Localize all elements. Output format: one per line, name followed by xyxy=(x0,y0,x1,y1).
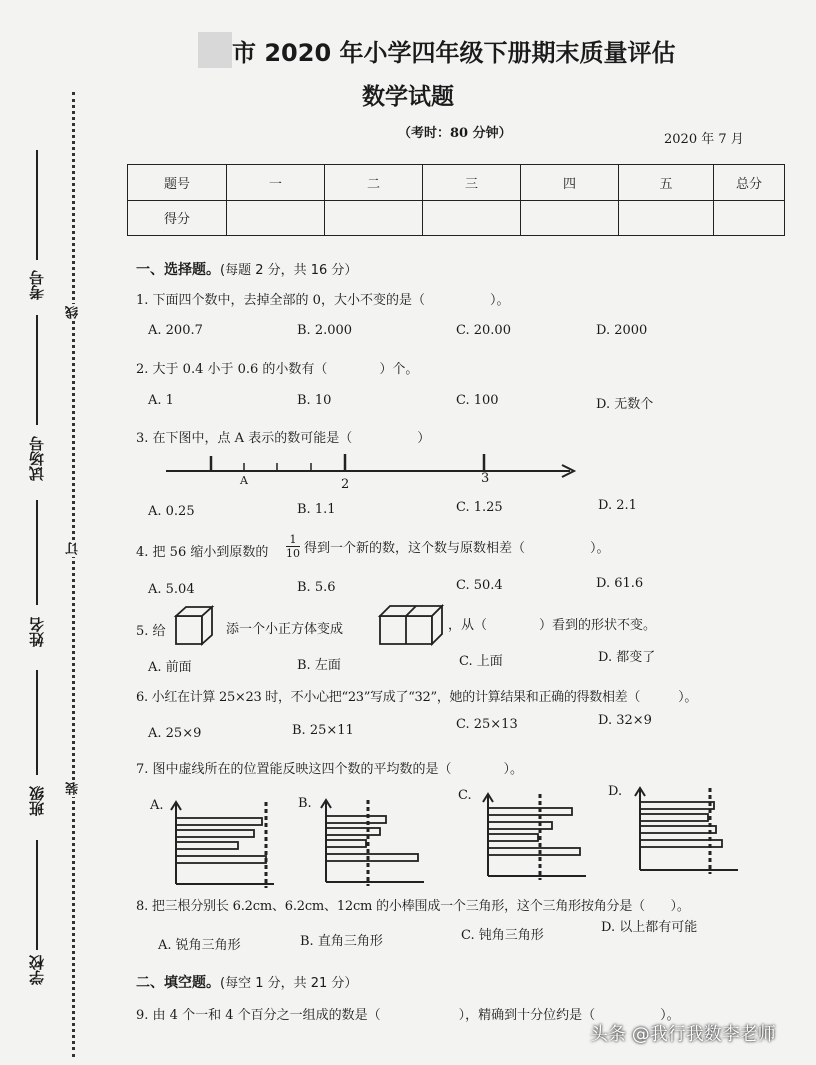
binding-strip xyxy=(0,0,120,1065)
section-1-heading xyxy=(136,259,357,279)
side-underline-exam-no xyxy=(36,150,38,260)
question-6: 6. 小红在计算 25×23 时，不小心把“23”写成了“32”，她的计算结果和正确的得数相差（ ）。 xyxy=(136,690,698,705)
q7-label-c[interactable]: C. xyxy=(458,788,472,803)
side-label-school: 学校 xyxy=(28,955,46,985)
cut-label-line: 线 xyxy=(66,306,81,319)
q7-label-d[interactable]: D. xyxy=(608,784,623,799)
question-9: 9. 由 4 个一和 4 个百分之一组成的数是（ ），精确到十分位约是（ ）。 xyxy=(136,1008,680,1023)
number-line xyxy=(166,450,578,490)
question-5-end: ，从（ ）看到的形状不变。 xyxy=(448,618,657,633)
watermark: 头条 @我行我数李老师 xyxy=(590,1024,776,1045)
table-cell: 题号 xyxy=(128,165,227,201)
table-cell: 五 xyxy=(619,165,714,201)
q3-option-d[interactable]: D. 2.1 xyxy=(598,498,637,513)
table-row xyxy=(128,165,785,201)
table-cell: 得分 xyxy=(128,200,227,236)
table-cell: 二 xyxy=(325,165,423,201)
q4-fraction-denominator: 10 xyxy=(286,547,300,560)
q7-chart-d xyxy=(634,786,744,876)
page-subtitle: 数学试题 xyxy=(362,84,454,110)
score-cell[interactable] xyxy=(423,200,521,236)
score-cell[interactable] xyxy=(227,200,325,236)
q1-option-c[interactable]: C. 20.00 xyxy=(456,323,511,338)
question-4-start: 4. 把 56 缩小到原数的 xyxy=(136,545,269,560)
table-cell: 四 xyxy=(521,165,619,201)
number-line-label-3: 3 xyxy=(481,471,490,486)
side-label-class: 班级 xyxy=(28,786,46,816)
q1-option-a[interactable]: A. 200.7 xyxy=(148,323,203,338)
two-cube-figure xyxy=(376,602,442,648)
cut-dotted-line xyxy=(72,92,75,1057)
q3-option-a[interactable]: A. 0.25 xyxy=(148,504,195,519)
side-underline-room-no xyxy=(36,315,38,425)
q4-fraction-numerator: 1 xyxy=(289,533,297,546)
q2-option-c[interactable]: C. 100 xyxy=(456,393,499,408)
question-3: 3. 在下图中，点 A 表示的数可能是（ ） xyxy=(136,431,431,446)
q1-option-b[interactable]: B. 2.000 xyxy=(297,323,353,338)
question-2: 2. 大于 0.4 小于 0.6 的小数有（ ）个。 xyxy=(136,362,419,377)
q6-option-c[interactable]: C. 25×13 xyxy=(456,717,518,732)
side-label-exam-no: 考号 xyxy=(28,270,46,300)
section-2-heading xyxy=(136,972,357,992)
q8-option-b[interactable]: B. 直角三角形 xyxy=(300,934,383,949)
section-2-note: (每空 1 分，共 21 分） xyxy=(220,976,358,991)
q7-label-a[interactable]: A. xyxy=(150,798,164,813)
q2-option-a[interactable]: A. 1 xyxy=(148,393,174,408)
q2-option-b[interactable]: B. 10 xyxy=(297,393,332,408)
q7-chart-b xyxy=(320,798,430,888)
side-underline-school xyxy=(36,840,38,950)
table-cell: 总分 xyxy=(714,165,785,201)
q5-option-c[interactable]: C. 上面 xyxy=(459,654,503,669)
question-5-start: 5. 给 xyxy=(136,624,166,639)
question-1: 1. 下面四个数中，去掉全部的 0，大小不变的是（ ）。 xyxy=(136,293,510,308)
q4-option-d[interactable]: D. 61.6 xyxy=(596,576,644,591)
redacted-city-name xyxy=(198,32,232,68)
q6-option-d[interactable]: D. 32×9 xyxy=(598,713,652,728)
exam-date: 2020 年 7 月 xyxy=(664,132,744,147)
section-2-title: 二、填空题。 xyxy=(136,975,220,991)
score-table xyxy=(127,164,785,236)
q7-chart-a xyxy=(170,800,280,890)
q4-fraction xyxy=(286,533,300,560)
q5-option-d[interactable]: D. 都变了 xyxy=(598,650,656,665)
side-underline-class xyxy=(36,670,38,775)
q3-option-b[interactable]: B. 1.1 xyxy=(297,502,336,517)
table-cell: 一 xyxy=(227,165,325,201)
number-line-label-a: A xyxy=(240,474,248,487)
section-1-note: (每题 2 分，共 16 分） xyxy=(220,263,358,278)
q4-option-a[interactable]: A. 5.04 xyxy=(148,582,195,597)
q5-option-a[interactable]: A. 前面 xyxy=(148,660,192,675)
q5-option-b[interactable]: B. 左面 xyxy=(297,658,341,673)
single-cube-figure xyxy=(172,604,218,648)
q8-option-d[interactable]: D. 以上都有可能 xyxy=(601,920,698,935)
score-cell[interactable] xyxy=(619,200,714,236)
page-title: 市 2020 年小学四年级下册期末质量评估 xyxy=(232,39,676,67)
q4-option-b[interactable]: B. 5.6 xyxy=(297,580,336,595)
q1-option-d[interactable]: D. 2000 xyxy=(596,323,648,338)
question-8: 8. 把三根分别长 6.2cm、6.2cm、12cm 的小棒围成一个三角形，这个三角形按角分是（ ）。 xyxy=(136,899,690,914)
q6-option-b[interactable]: B. 25×11 xyxy=(292,723,354,738)
score-cell[interactable] xyxy=(325,200,423,236)
q3-option-c[interactable]: C. 1.25 xyxy=(456,500,503,515)
q8-option-a[interactable]: A. 锐角三角形 xyxy=(158,938,241,953)
table-row xyxy=(128,200,785,236)
cut-label-bind: 订 xyxy=(66,542,81,555)
q8-option-c[interactable]: C. 钝角三角形 xyxy=(461,928,544,943)
question-5-middle: 添一个小正方体变成 xyxy=(226,622,344,637)
question-4-end: 得到一个新的数，这个数与原数相差（ ）。 xyxy=(304,541,610,556)
side-label-name: 姓名 xyxy=(28,617,46,647)
section-1-title: 一、选择题。 xyxy=(136,262,220,278)
score-cell[interactable] xyxy=(521,200,619,236)
q2-option-d[interactable]: D. 无数个 xyxy=(596,397,654,412)
q7-chart-c xyxy=(482,792,592,882)
q6-option-a[interactable]: A. 25×9 xyxy=(148,726,202,741)
side-underline-name xyxy=(36,500,38,605)
exam-time: （考时：80 分钟） xyxy=(398,126,512,141)
cut-label-staple: 装 xyxy=(66,782,81,795)
score-cell[interactable] xyxy=(714,200,785,236)
question-7: 7. 图中虚线所在的位置能反映这四个数的平均数的是（ ）。 xyxy=(136,762,524,777)
q4-option-c[interactable]: C. 50.4 xyxy=(456,578,503,593)
side-label-room-no: 试场号 xyxy=(28,436,46,481)
table-cell: 三 xyxy=(423,165,521,201)
number-line-label-2: 2 xyxy=(341,477,350,492)
q7-label-b[interactable]: B. xyxy=(298,796,312,811)
